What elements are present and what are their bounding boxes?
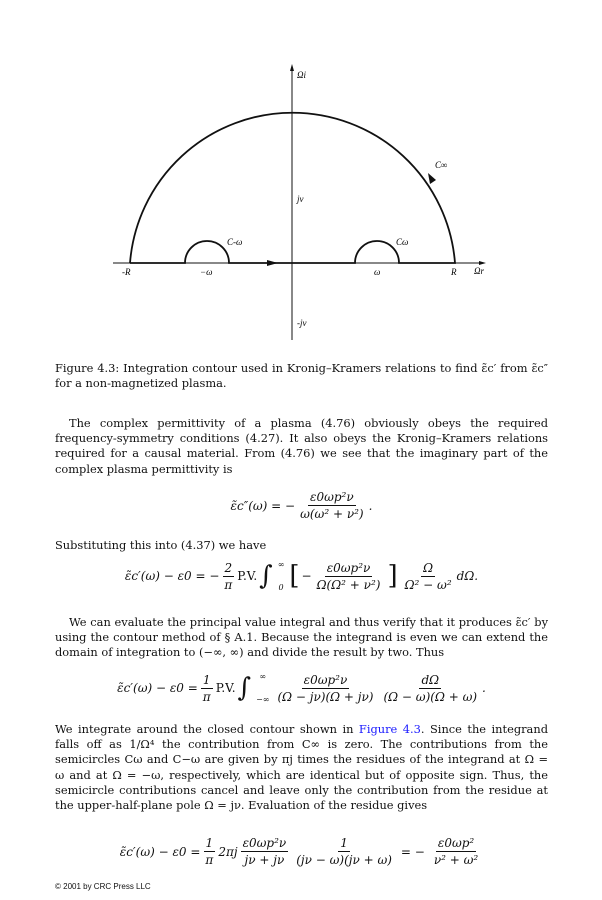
eq2-minus: − [301, 569, 312, 583]
label-neg-omega: −ω [200, 267, 213, 277]
label-neg-jv: -jν [297, 318, 307, 328]
label-omega: ω [374, 267, 381, 277]
eq3-cden: π [202, 689, 211, 704]
contour-arrow-real [267, 260, 278, 266]
label-real-axis: Ωr [474, 266, 485, 276]
eq4-den3: ν² + ω² [433, 853, 479, 867]
eq4-cden: π [205, 853, 214, 867]
label-R: R [451, 267, 457, 277]
paragraph-3: We can evaluate the principal value integral and thus verify that it produces ε̃c′ by using the contour method of § A.1. Because the integrand is even we can extend the domain of integration to (−∞, ∞) and divide the result by two. Thus [55, 615, 548, 660]
equation-3 [55, 672, 548, 704]
copyright-footer: © 2001 by CRC Press LLC [55, 882, 151, 891]
eq2-den1: Ω(Ω² + ν²) [316, 577, 381, 592]
para4-text-b: . Since the integrand falls off as 1/Ω⁴ the contribution from C∞ is zero. The contributions from the semicircles Cω and C−ω are given by πj times the residues of the integrand at Ω = ω and at Ω = −ω, respectively, which are identical but of opposite sign. Thus, the semicircle contributions cancel and leave only the contribution from the residue at the upper-half-plane pole Ω = jν. Evaluation of the residue gives [55, 722, 548, 813]
eq1-den: ω(ω² + ν²) [300, 507, 364, 521]
para4-text-a: We integrate around the closed contour shown in [55, 722, 359, 736]
eq2-cnum: 2 [224, 560, 233, 575]
label-neg-R: -R [122, 267, 131, 277]
eq2-lim-lo: 0 [278, 583, 284, 592]
eq4-equals: = − [400, 844, 425, 859]
eq4-mid: 2πj [218, 844, 238, 859]
eq3-lim-lo: −∞ [256, 695, 270, 704]
contour-arrow-arc [428, 173, 436, 184]
eq4-lhs: ε̃c′(ω) − ε0 = [119, 844, 201, 859]
eq2-pv: P.V. [237, 569, 258, 583]
eq3-cnum: 1 [202, 672, 211, 687]
eq3-lim-up: ∞ [259, 672, 267, 681]
eq2-lim-up: ∞ [277, 560, 285, 569]
eq2-rbracket: ] [387, 561, 398, 591]
eq2-end: dΩ. [456, 569, 479, 583]
eq1-num: ε0ωp²ν [310, 490, 354, 504]
eq3-integral: ∫ [237, 673, 252, 703]
eq2-num2: Ω [423, 560, 434, 575]
equation-1 [55, 490, 548, 521]
equation-4 [55, 836, 548, 867]
arrow-up-axis [290, 64, 294, 71]
label-imag-axis: Ωi [297, 70, 307, 80]
eq3-end: . [482, 681, 486, 695]
eq2-num1: ε0ωp²ν [326, 560, 371, 575]
eq4-den1: jν + jν [244, 853, 285, 867]
eq3-den1: (Ω − jν)(Ω + jν) [277, 689, 374, 704]
eq3-num1: ε0ωp²ν [303, 672, 348, 687]
eq3-lhs: ε̃c′(ω) − ε0 = [117, 681, 198, 695]
eq3-pv: P.V. [215, 681, 236, 695]
eq4-den2: (jν − ω)(jν + ω) [296, 853, 392, 867]
paragraph-1: The complex permittivity of a plasma (4.76) obviously obeys the required frequency-symmetry conditions (4.27). It also obeys the Kronig–Kramers relations required for a causal material. From (4.76) we see that the imaginary part of the complex plasma permittivity is [55, 416, 548, 476]
eq4-num1: ε0ωp²ν [242, 836, 287, 850]
paragraph-2: Substituting this into (4.37) we have [55, 538, 267, 552]
eq2-lbracket: [ [289, 561, 300, 591]
eq2-den2: Ω² − ω² [404, 577, 452, 592]
contour-figure [0, 0, 602, 350]
label-jv: jν [297, 194, 304, 204]
eq4-num2: 1 [340, 836, 348, 850]
figure-link[interactable]: Figure 4.3 [358, 722, 421, 736]
eq1-end: . [368, 498, 373, 513]
label-c-neg-omega: C-ω [227, 237, 243, 247]
label-c-omega: Cω [396, 237, 409, 247]
eq2-lhs: ε̃c′(ω) − ε0 = − [124, 569, 220, 583]
eq3-num2: dΩ [421, 672, 440, 687]
eq2-cden: π [224, 577, 233, 592]
label-c-inf: C∞ [435, 160, 448, 170]
arrow-right-axis [479, 261, 486, 265]
eq3-den2: (Ω − ω)(Ω + ω) [383, 689, 478, 704]
eq1-lhs: ε̃c″(ω) = − [230, 498, 296, 513]
paragraph-4 [55, 722, 548, 813]
eq2-integral: ∫ [259, 561, 273, 591]
eq4-num3: ε0ωp² [437, 836, 475, 850]
eq4-cnum: 1 [205, 836, 214, 850]
figure-caption: Figure 4.3: Integration contour used in Kronig–Kramers relations to find ε̃c′ from ε̃c″ for a non-magnetized plasma. [55, 361, 548, 391]
equation-2 [55, 560, 548, 592]
